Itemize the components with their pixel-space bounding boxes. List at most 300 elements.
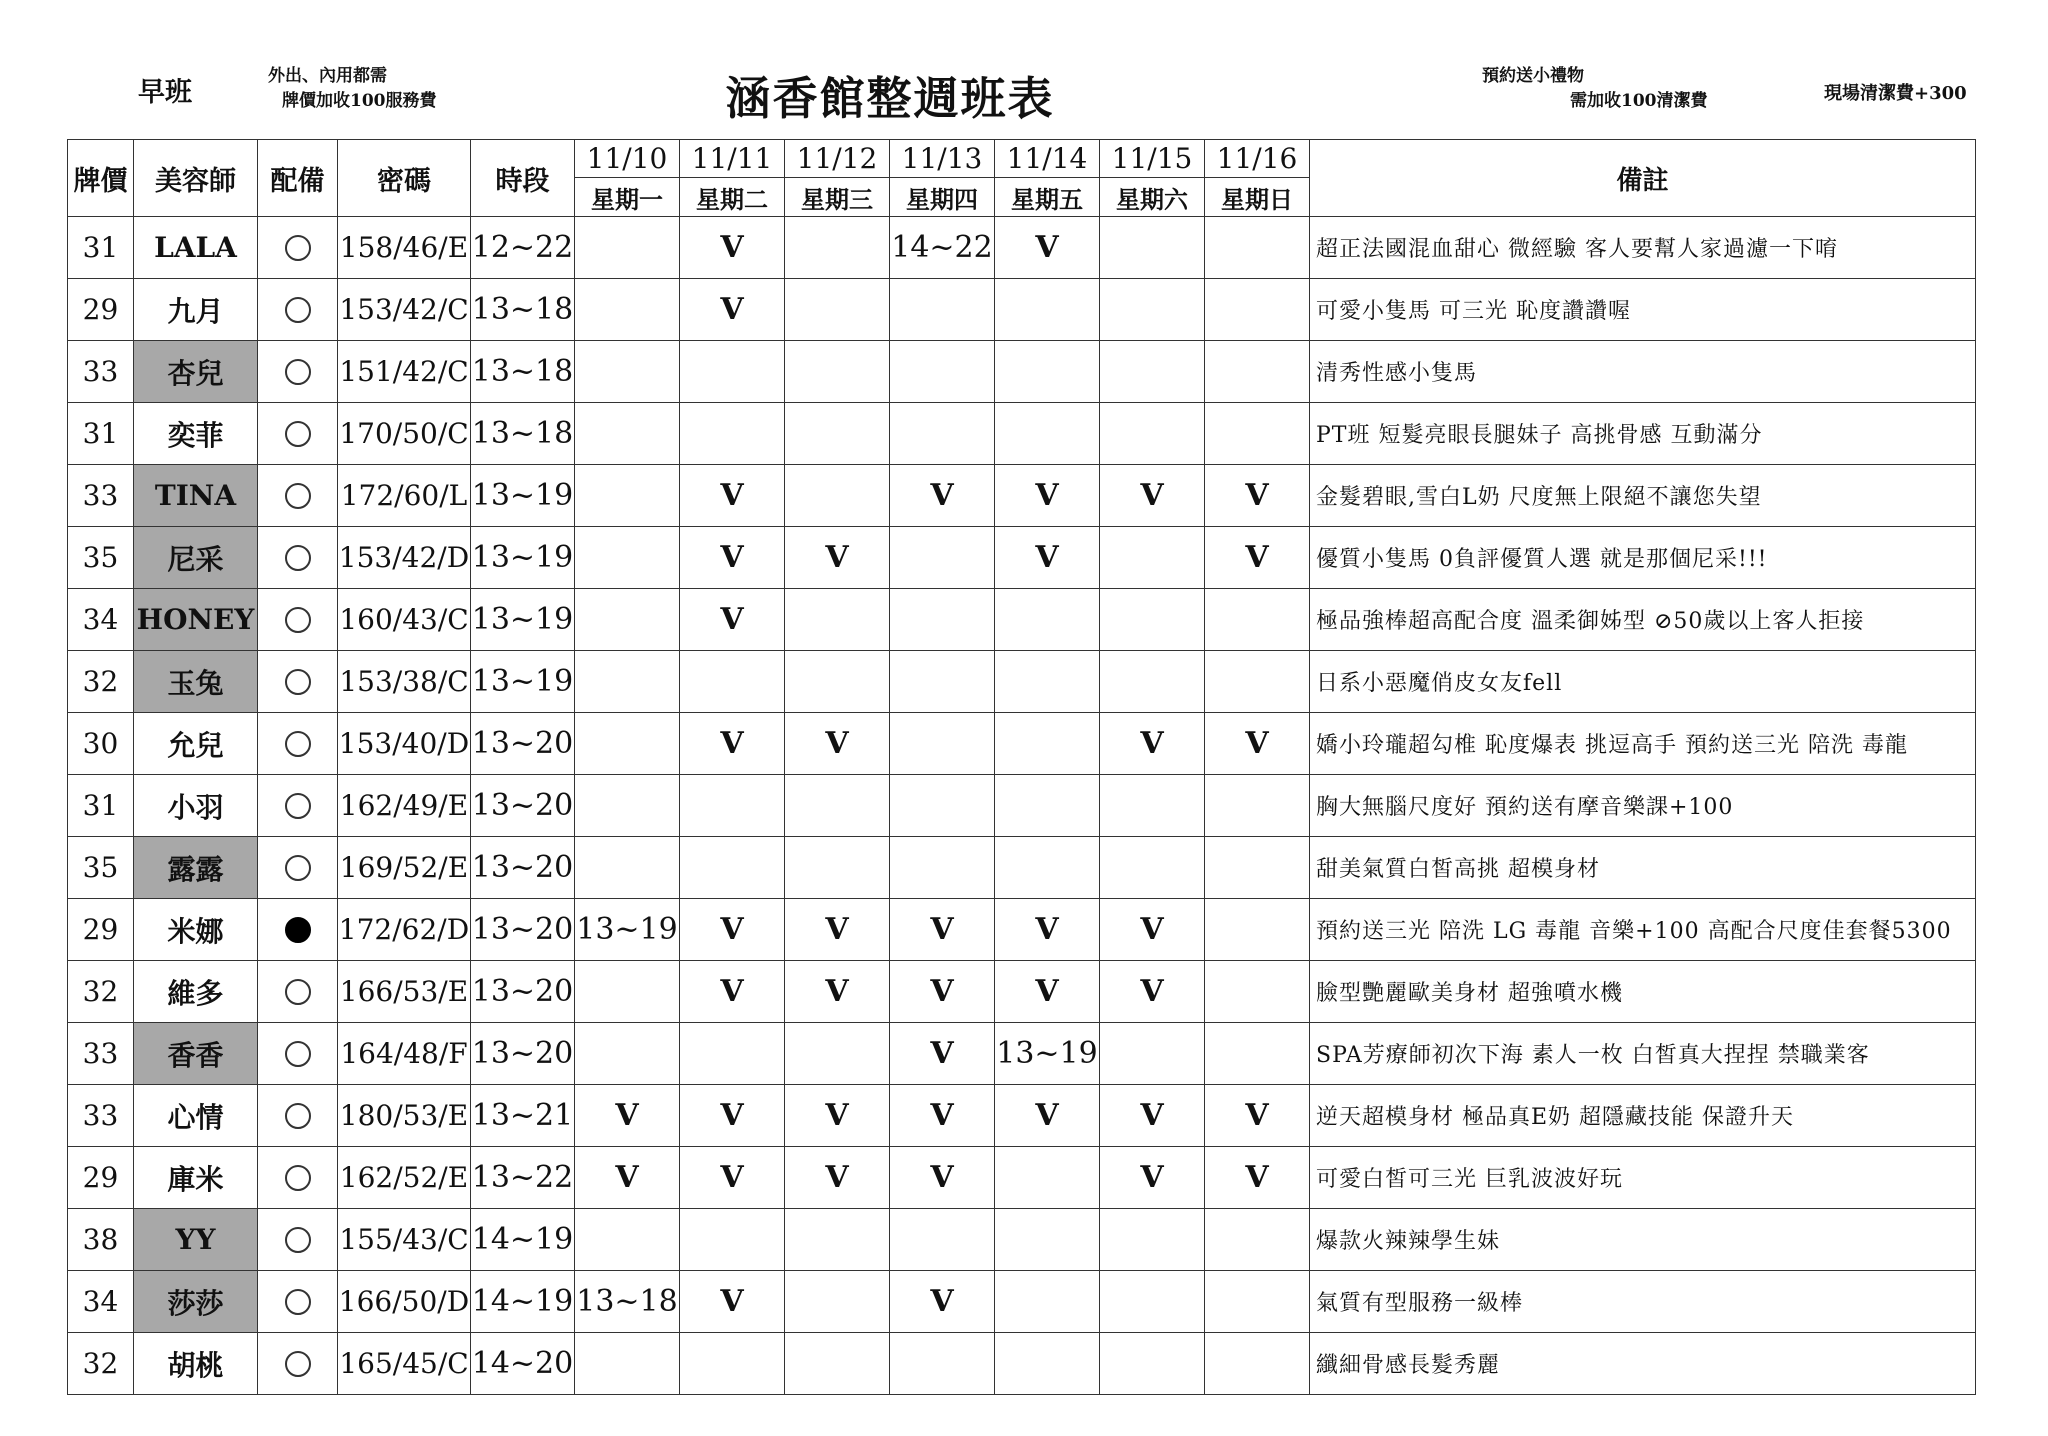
day-cell: [995, 713, 1100, 775]
day-cell: V: [890, 1271, 995, 1333]
schedule-body: [68, 217, 1976, 1395]
remark-cell: 臉型艷麗歐美身材 超強噴水機: [1310, 961, 1976, 1023]
remark-cell: 可愛小隻馬 可三光 恥度讚讚喔: [1310, 279, 1976, 341]
table-row: [68, 899, 1976, 961]
code-cell: 166/53/E: [338, 961, 471, 1023]
time-cell: 13~19: [471, 527, 575, 589]
day-cell: [1205, 1271, 1310, 1333]
day-cell: [785, 1023, 890, 1085]
remark-cell: SPA芳療師初次下海 素人一枚 白皙真大捏捏 禁職業客: [1310, 1023, 1976, 1085]
code-cell: 180/53/E: [338, 1085, 471, 1147]
stylist-name-cell: HONEY: [134, 589, 258, 651]
equip-cell: [258, 527, 338, 589]
open-circle-icon: [285, 607, 311, 633]
code-cell: 170/50/C: [338, 403, 471, 465]
day-cell: [1100, 837, 1205, 899]
day-cell: [995, 837, 1100, 899]
open-circle-icon: [285, 297, 311, 323]
day-cell: V: [1100, 1147, 1205, 1209]
col-header-remarks: 備註: [1310, 140, 1976, 217]
col-header-weekday: 星期一: [575, 178, 680, 217]
col-header-weekday: 星期四: [890, 178, 995, 217]
day-cell: [1100, 279, 1205, 341]
stylist-name-cell: 米娜: [134, 899, 258, 961]
stylist-name-cell: 杏兒: [134, 341, 258, 403]
equip-cell: [258, 1209, 338, 1271]
page-title: 涵香館整週班表: [725, 72, 1055, 125]
day-cell: [785, 775, 890, 837]
stylist-name-cell: 胡桃: [134, 1333, 258, 1395]
day-cell: [995, 1147, 1100, 1209]
stylist-name-cell: 心情: [134, 1085, 258, 1147]
day-cell: [890, 527, 995, 589]
day-cell: V: [995, 961, 1100, 1023]
price-cell: 33: [68, 1085, 134, 1147]
table-row: [68, 1209, 1976, 1271]
day-cell: [995, 1333, 1100, 1395]
day-cell: V: [1100, 713, 1205, 775]
day-cell: V: [680, 1147, 785, 1209]
col-header-date: 11/10: [575, 140, 680, 178]
day-cell: [1205, 1209, 1310, 1271]
col-header-weekday: 星期三: [785, 178, 890, 217]
equip-cell: [258, 837, 338, 899]
open-circle-icon: [285, 793, 311, 819]
day-cell: V: [890, 1023, 995, 1085]
day-cell: V: [890, 961, 995, 1023]
day-cell: [785, 341, 890, 403]
day-cell: [890, 341, 995, 403]
price-cell: 33: [68, 341, 134, 403]
day-cell: V: [995, 465, 1100, 527]
equip-cell: [258, 1147, 338, 1209]
day-cell: [1205, 837, 1310, 899]
day-cell: V: [890, 899, 995, 961]
price-cell: 35: [68, 837, 134, 899]
col-header-equip: 配備: [258, 140, 338, 217]
day-cell: V: [1205, 527, 1310, 589]
day-cell: V: [1100, 465, 1205, 527]
day-cell: V: [995, 217, 1100, 279]
price-cell: 31: [68, 775, 134, 837]
stylist-name-cell: 小羽: [134, 775, 258, 837]
day-cell: [680, 775, 785, 837]
remark-cell: 預約送三光 陪洗 LG 毒龍 音樂+100 高配合尺度佳套餐5300: [1310, 899, 1976, 961]
equip-cell: [258, 279, 338, 341]
shift-label: 早班: [138, 77, 192, 108]
service-fee-note-line: 牌價加收100服務費: [282, 91, 437, 111]
day-cell: [785, 1209, 890, 1271]
equip-cell: [258, 465, 338, 527]
day-cell: [1100, 775, 1205, 837]
open-circle-icon: [285, 669, 311, 695]
day-cell: [995, 279, 1100, 341]
stylist-name-cell: 尼采: [134, 527, 258, 589]
col-header-date: 11/16: [1205, 140, 1310, 178]
equip-cell: [258, 775, 338, 837]
header-row-dates: [68, 140, 1976, 178]
time-cell: 13~20: [471, 775, 575, 837]
day-cell: V: [785, 527, 890, 589]
table-row: [68, 837, 1976, 899]
time-cell: 13~21: [471, 1085, 575, 1147]
day-cell: 13~19: [575, 899, 680, 961]
equip-cell: [258, 899, 338, 961]
code-cell: 172/60/L: [338, 465, 471, 527]
table-row: [68, 961, 1976, 1023]
remark-cell: 氣質有型服務一級棒: [1310, 1271, 1976, 1333]
day-cell: [575, 527, 680, 589]
day-cell: V: [1205, 713, 1310, 775]
day-cell: [995, 651, 1100, 713]
day-cell: [890, 775, 995, 837]
remark-cell: 纖細骨感長髮秀麗: [1310, 1333, 1976, 1395]
day-cell: V: [680, 961, 785, 1023]
day-cell: [890, 713, 995, 775]
table-row: [68, 1023, 1976, 1085]
day-cell: [785, 589, 890, 651]
open-circle-icon: [285, 1289, 311, 1315]
time-cell: 13~18: [471, 403, 575, 465]
remark-cell: 超正法國混血甜心 微經驗 客人要幫人家過濾一下唷: [1310, 217, 1976, 279]
stylist-name-cell: 奕菲: [134, 403, 258, 465]
price-cell: 29: [68, 279, 134, 341]
day-cell: [1100, 217, 1205, 279]
time-cell: 13~20: [471, 961, 575, 1023]
day-cell: [890, 1333, 995, 1395]
time-cell: 12~22: [471, 217, 575, 279]
day-cell: [1205, 589, 1310, 651]
day-cell: [575, 1333, 680, 1395]
equip-cell: [258, 961, 338, 1023]
equip-cell: [258, 403, 338, 465]
stylist-name-cell: 允兒: [134, 713, 258, 775]
remark-cell: 極品強棒超高配合度 溫柔御姊型 ⊘50歲以上客人拒接: [1310, 589, 1976, 651]
gift-fee-note-line: 預約送小禮物: [1482, 66, 1584, 86]
stylist-name-cell: 玉兔: [134, 651, 258, 713]
day-cell: V: [1100, 1085, 1205, 1147]
stylist-name-cell: 香香: [134, 1023, 258, 1085]
equip-cell: [258, 1271, 338, 1333]
day-cell: [995, 403, 1100, 465]
day-cell: V: [680, 589, 785, 651]
day-cell: [575, 279, 680, 341]
col-header-weekday: 星期日: [1205, 178, 1310, 217]
filled-circle-icon: [285, 917, 311, 943]
time-cell: 13~20: [471, 837, 575, 899]
code-cell: 158/46/E: [338, 217, 471, 279]
day-cell: V: [1205, 465, 1310, 527]
day-cell: V: [890, 1147, 995, 1209]
col-header-date: 11/15: [1100, 140, 1205, 178]
table-row: [68, 1271, 1976, 1333]
stylist-name-cell: 露露: [134, 837, 258, 899]
time-cell: 13~19: [471, 589, 575, 651]
day-cell: [680, 651, 785, 713]
time-cell: 13~18: [471, 279, 575, 341]
day-cell: [575, 651, 680, 713]
code-cell: 169/52/E: [338, 837, 471, 899]
day-cell: V: [995, 1085, 1100, 1147]
day-cell: [785, 279, 890, 341]
open-circle-icon: [285, 235, 311, 261]
stylist-name-cell: TINA: [134, 465, 258, 527]
day-cell: [575, 775, 680, 837]
day-cell: [995, 1271, 1100, 1333]
price-cell: 32: [68, 961, 134, 1023]
open-circle-icon: [285, 545, 311, 571]
table-row: [68, 217, 1976, 279]
code-cell: 153/40/D: [338, 713, 471, 775]
day-cell: [1100, 651, 1205, 713]
day-cell: V: [680, 899, 785, 961]
col-header-date: 11/14: [995, 140, 1100, 178]
equip-cell: [258, 1333, 338, 1395]
table-row: [68, 713, 1976, 775]
day-cell: V: [575, 1147, 680, 1209]
day-cell: [1100, 1271, 1205, 1333]
code-cell: 166/50/D: [338, 1271, 471, 1333]
price-cell: 32: [68, 651, 134, 713]
price-cell: 34: [68, 589, 134, 651]
table-row: [68, 1333, 1976, 1395]
open-circle-icon: [285, 1103, 311, 1129]
open-circle-icon: [285, 359, 311, 385]
day-cell: [890, 279, 995, 341]
day-cell: [890, 403, 995, 465]
open-circle-icon: [285, 1351, 311, 1377]
equip-cell: [258, 1085, 338, 1147]
stylist-name-cell: YY: [134, 1209, 258, 1271]
open-circle-icon: [285, 1227, 311, 1253]
day-cell: [1100, 1333, 1205, 1395]
day-cell: V: [995, 527, 1100, 589]
equip-cell: [258, 651, 338, 713]
day-cell: [890, 837, 995, 899]
code-cell: 153/38/C: [338, 651, 471, 713]
day-cell: [785, 1271, 890, 1333]
day-cell: [575, 589, 680, 651]
col-header-date: 11/11: [680, 140, 785, 178]
remark-cell: 日系小惡魔俏皮女友fell: [1310, 651, 1976, 713]
day-cell: [1100, 1023, 1205, 1085]
day-cell: [575, 341, 680, 403]
remark-cell: 清秀性感小隻馬: [1310, 341, 1976, 403]
day-cell: [1205, 899, 1310, 961]
day-cell: V: [680, 713, 785, 775]
day-cell: [785, 217, 890, 279]
open-circle-icon: [285, 421, 311, 447]
open-circle-icon: [285, 979, 311, 1005]
day-cell: [785, 465, 890, 527]
remark-cell: 逆天超模身材 極品真E奶 超隱藏技能 保證升天: [1310, 1085, 1976, 1147]
day-cell: V: [785, 713, 890, 775]
day-cell: 13~19: [995, 1023, 1100, 1085]
remark-cell: 金髮碧眼,雪白L奶 尺度無上限絕不讓您失望: [1310, 465, 1976, 527]
equip-cell: [258, 217, 338, 279]
day-cell: [785, 651, 890, 713]
code-cell: 155/43/C: [338, 1209, 471, 1271]
remark-cell: 優質小隻馬 0負評優質人選 就是那個尼采!!!: [1310, 527, 1976, 589]
table-row: [68, 651, 1976, 713]
equip-cell: [258, 713, 338, 775]
col-header-name: 美容師: [134, 140, 258, 217]
open-circle-icon: [285, 483, 311, 509]
time-cell: 14~19: [471, 1209, 575, 1271]
day-cell: V: [680, 217, 785, 279]
code-cell: 172/62/D: [338, 899, 471, 961]
day-cell: [995, 1209, 1100, 1271]
table-row: [68, 465, 1976, 527]
time-cell: 13~19: [471, 465, 575, 527]
table-row: [68, 279, 1976, 341]
day-cell: 13~18: [575, 1271, 680, 1333]
open-circle-icon: [285, 731, 311, 757]
price-cell: 34: [68, 1271, 134, 1333]
price-cell: 33: [68, 465, 134, 527]
day-cell: V: [680, 1085, 785, 1147]
table-row: [68, 341, 1976, 403]
day-cell: [575, 403, 680, 465]
day-cell: [575, 713, 680, 775]
day-cell: V: [1100, 899, 1205, 961]
table-row: [68, 589, 1976, 651]
day-cell: [1100, 1209, 1205, 1271]
remark-cell: 胸大無腦尺度好 預約送有摩音樂課+100: [1310, 775, 1976, 837]
time-cell: 13~18: [471, 341, 575, 403]
day-cell: [995, 589, 1100, 651]
day-cell: V: [890, 465, 995, 527]
equip-cell: [258, 589, 338, 651]
price-cell: 38: [68, 1209, 134, 1271]
day-cell: [890, 1209, 995, 1271]
day-cell: [680, 1023, 785, 1085]
day-cell: V: [785, 1147, 890, 1209]
price-cell: 33: [68, 1023, 134, 1085]
time-cell: 13~19: [471, 651, 575, 713]
day-cell: V: [890, 1085, 995, 1147]
day-cell: [1205, 217, 1310, 279]
col-header-weekday: 星期二: [680, 178, 785, 217]
time-cell: 13~22: [471, 1147, 575, 1209]
day-cell: [1205, 651, 1310, 713]
price-cell: 35: [68, 527, 134, 589]
col-header-weekday: 星期五: [995, 178, 1100, 217]
col-header-date: 11/13: [890, 140, 995, 178]
stylist-name-cell: 九月: [134, 279, 258, 341]
day-cell: V: [1205, 1085, 1310, 1147]
day-cell: V: [680, 527, 785, 589]
day-cell: [785, 837, 890, 899]
code-cell: 162/52/E: [338, 1147, 471, 1209]
code-cell: 153/42/C: [338, 279, 471, 341]
open-circle-icon: [285, 1041, 311, 1067]
gift-fee-note: [1482, 64, 1708, 114]
service-fee-note-line: 外出、內用都需: [268, 66, 387, 86]
day-cell: [575, 465, 680, 527]
day-cell: [1205, 403, 1310, 465]
day-cell: [1100, 341, 1205, 403]
table-row: [68, 527, 1976, 589]
equip-cell: [258, 1023, 338, 1085]
remark-cell: 嬌小玲瓏超勾椎 恥度爆表 挑逗高手 預約送三光 陪洗 毒龍: [1310, 713, 1976, 775]
day-cell: [995, 775, 1100, 837]
day-cell: V: [785, 1085, 890, 1147]
price-cell: 29: [68, 1147, 134, 1209]
table-row: [68, 1147, 1976, 1209]
day-cell: [575, 1209, 680, 1271]
day-cell: V: [785, 961, 890, 1023]
table-row: [68, 403, 1976, 465]
time-cell: 13~20: [471, 899, 575, 961]
day-cell: [1205, 961, 1310, 1023]
day-cell: [890, 651, 995, 713]
code-cell: 151/42/C: [338, 341, 471, 403]
open-circle-icon: [285, 1165, 311, 1191]
code-cell: 165/45/C: [338, 1333, 471, 1395]
day-cell: [1205, 775, 1310, 837]
col-header-weekday: 星期六: [1100, 178, 1205, 217]
day-cell: V: [680, 279, 785, 341]
stylist-name-cell: 庫米: [134, 1147, 258, 1209]
day-cell: V: [1205, 1147, 1310, 1209]
day-cell: [575, 961, 680, 1023]
gift-fee-note-line: 需加收100清潔費: [1570, 91, 1708, 111]
equip-cell: [258, 341, 338, 403]
day-cell: [680, 1333, 785, 1395]
day-cell: [1100, 527, 1205, 589]
time-cell: 14~19: [471, 1271, 575, 1333]
col-header-date: 11/12: [785, 140, 890, 178]
col-header-time: 時段: [471, 140, 575, 217]
day-cell: [890, 589, 995, 651]
day-cell: [680, 1209, 785, 1271]
price-cell: 29: [68, 899, 134, 961]
code-cell: 164/48/F: [338, 1023, 471, 1085]
day-cell: [575, 1023, 680, 1085]
stylist-name-cell: 維多: [134, 961, 258, 1023]
day-cell: [575, 837, 680, 899]
time-cell: 13~20: [471, 713, 575, 775]
day-cell: [785, 1333, 890, 1395]
price-cell: 31: [68, 403, 134, 465]
day-cell: V: [680, 1271, 785, 1333]
day-cell: [785, 403, 890, 465]
col-header-code: 密碼: [338, 140, 471, 217]
day-cell: [680, 341, 785, 403]
day-cell: [1205, 341, 1310, 403]
price-cell: 32: [68, 1333, 134, 1395]
code-cell: 162/49/E: [338, 775, 471, 837]
col-header-price: 牌價: [68, 140, 134, 217]
price-cell: 31: [68, 217, 134, 279]
price-cell: 30: [68, 713, 134, 775]
code-cell: 153/42/D: [338, 527, 471, 589]
time-cell: 13~20: [471, 1023, 575, 1085]
remark-cell: 爆款火辣辣學生妹: [1310, 1209, 1976, 1271]
open-circle-icon: [285, 855, 311, 881]
stylist-name-cell: 莎莎: [134, 1271, 258, 1333]
remark-cell: 可愛白皙可三光 巨乳波波好玩: [1310, 1147, 1976, 1209]
stylist-name-cell: LALA: [134, 217, 258, 279]
time-cell: 14~20: [471, 1333, 575, 1395]
table-row: [68, 775, 1976, 837]
cleaning-fee-note: 現場清潔費+300: [1824, 83, 1967, 104]
day-cell: 14~22: [890, 217, 995, 279]
day-cell: V: [575, 1085, 680, 1147]
day-cell: V: [995, 899, 1100, 961]
day-cell: [1100, 403, 1205, 465]
